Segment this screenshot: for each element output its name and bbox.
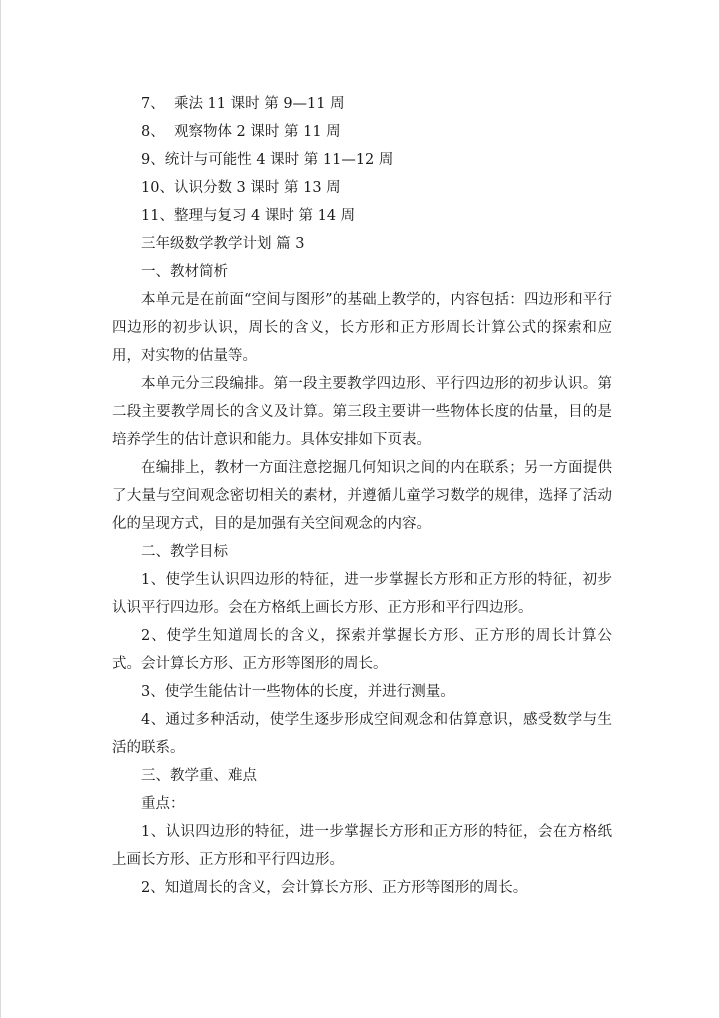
section-heading-materials: 一、教材简析 — [141, 264, 228, 280]
goal-item-4: 4、通过多种活动，使学生逐步形成空间观念和估算意识，感受数学与生活的联系。 — [112, 712, 612, 756]
plan-title: 三年级数学教学计划 篇 3 — [141, 236, 305, 252]
section-heading-goals: 二、教学目标 — [141, 544, 228, 560]
schedule-item-9: 9、统计与可能性 4 课时 第 11—12 周 — [141, 152, 394, 168]
materials-paragraph-1: 本单元是在前面“空间与图形”的基础上教学的，内容包括：四边形和平行四边形的初步认识，周长的含义，长方形和正方形周长计算公式的探索和应用，对实物的估量等。 — [112, 292, 612, 364]
section-heading-key-points: 三、教学重、难点 — [141, 768, 257, 784]
key-point-item-1: 1、认识四边形的特征，进一步掌握长方形和正方形的特征，会在方格纸上画长方形、正方形和平行四边形。 — [112, 824, 612, 868]
goal-item-3: 3、使学生能估计一些物体的长度，并进行测量。 — [141, 684, 455, 700]
materials-paragraph-3: 在编排上，教材一方面注意挖掘几何知识之间的内在联系；另一方面提供了大量与空间观念密切相关的素材，并遵循儿童学习数学的规律，选择了活动化的呈现方式，目的是加强有关空间观念的内容。 — [112, 460, 612, 532]
materials-paragraph-2: 本单元分三段编排。第一段主要教学四边形、平行四边形的初步认识。第二段主要教学周长的含义及计算。第三段主要讲一些物体长度的估量，目的是培养学生的估计意识和能力。具体安排如下页表。 — [112, 376, 612, 448]
goal-item-2: 2、使学生知道周长的含义，探索并掌握长方形、正方形的周长计算公式。会计算长方形、正方形等图形的周长。 — [112, 628, 612, 672]
document-body — [112, 90, 612, 902]
key-points-subheading: 重点： — [141, 796, 185, 812]
schedule-item-7: 7、 乘法 11 课时 第 9—11 周 — [141, 96, 345, 112]
goal-item-1: 1、使学生认识四边形的特征，进一步掌握长方形和正方形的特征，初步认识平行四边形。会在方格纸上画长方形、正方形和平行四边形。 — [112, 572, 612, 616]
key-point-item-2: 2、知道周长的含义，会计算长方形、正方形等图形的周长。 — [141, 880, 528, 896]
schedule-item-8: 8、 观察物体 2 课时 第 11 周 — [141, 124, 341, 140]
schedule-item-11: 11、整理与复习 4 课时 第 14 周 — [141, 208, 356, 224]
schedule-item-10: 10、认识分数 3 课时 第 13 周 — [141, 180, 341, 196]
